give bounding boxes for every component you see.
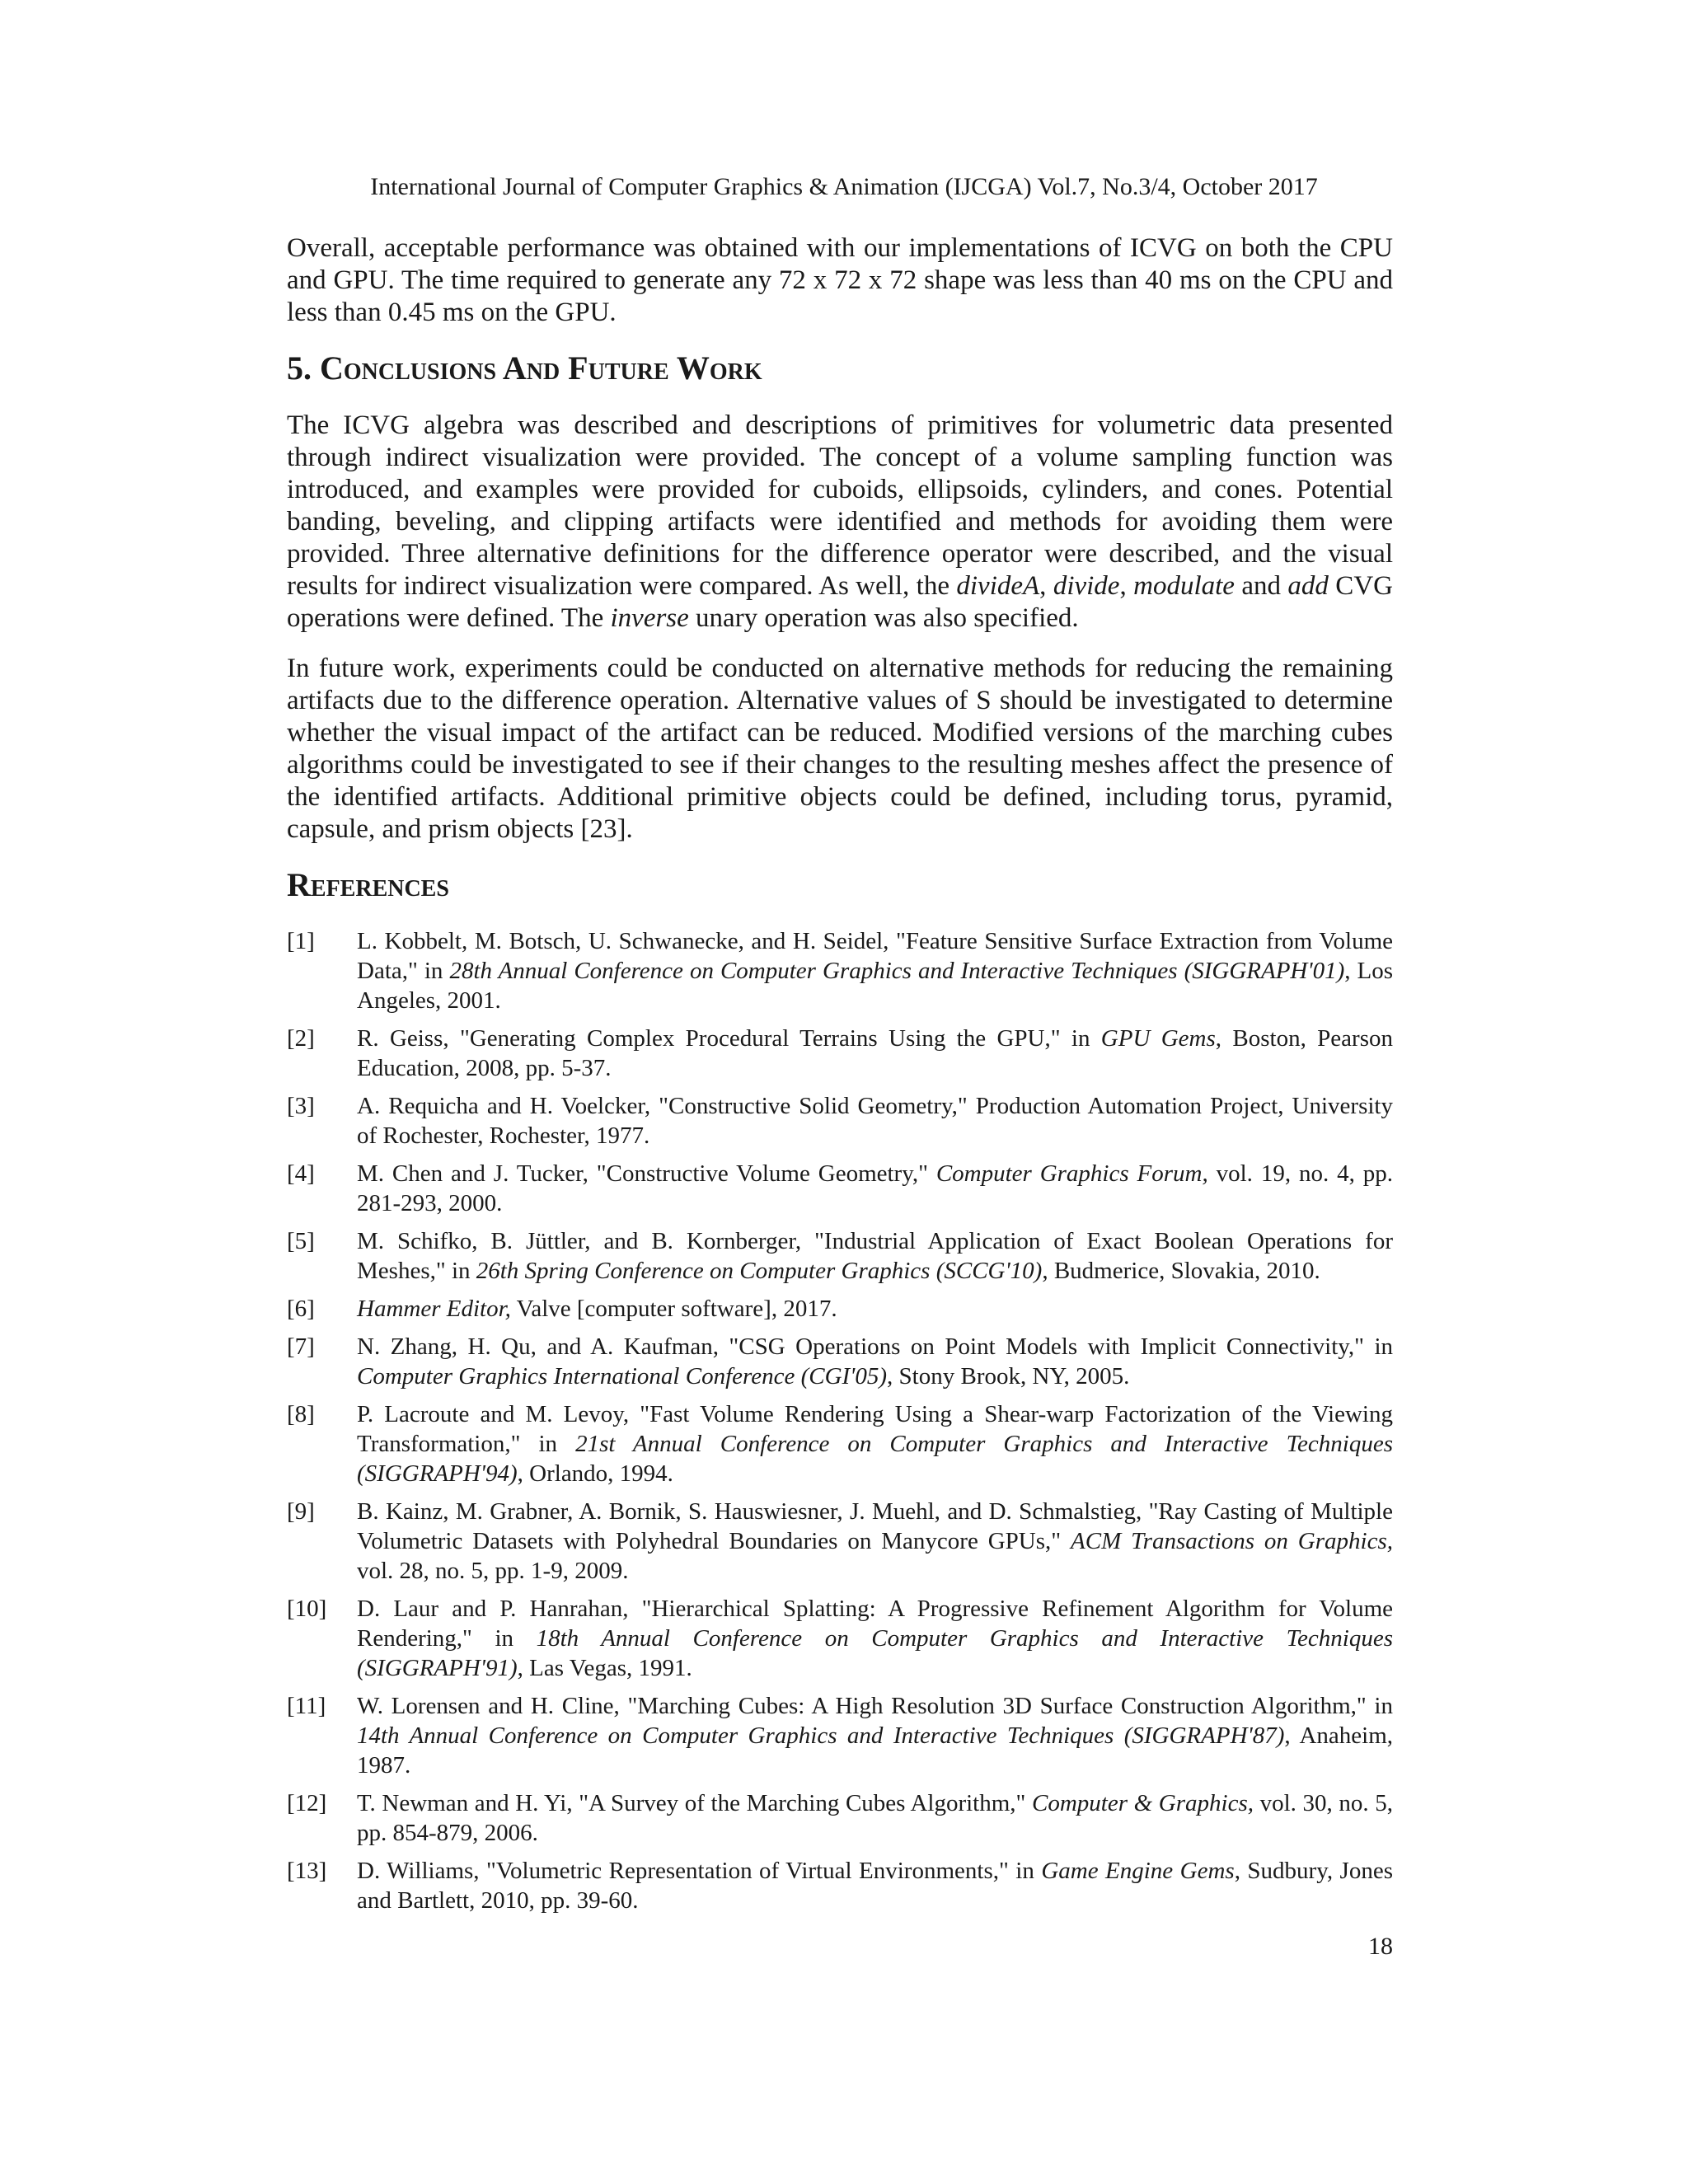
text-run: D. Laur and P. Hanrahan, "Hierarchical Splatting: A Progressive Refinement Algorithm for Volume Rendering," in bbox=[357, 1596, 1393, 1652]
section-heading-references: References bbox=[287, 866, 449, 903]
reference-item bbox=[287, 1091, 1393, 1151]
reference-item bbox=[287, 1159, 1393, 1218]
section-heading-conclusions: 5. Conclusions And Future Work bbox=[287, 349, 762, 387]
term-dividea: divideA bbox=[956, 571, 1040, 601]
venue: Hammer Editor, bbox=[357, 1296, 511, 1322]
reference-item bbox=[287, 1226, 1393, 1286]
reference-number: [3] bbox=[287, 1093, 315, 1119]
text-run: unary operation was also specified. bbox=[688, 603, 1079, 633]
term-modulate: modulate bbox=[1133, 571, 1235, 601]
venue: Computer Graphics Forum, bbox=[935, 1160, 1208, 1187]
text-run: R. Geiss, "Generating Complex Procedural Terrains Using the GPU," in bbox=[357, 1025, 1101, 1052]
reference-item bbox=[287, 1691, 1393, 1780]
reference-text bbox=[357, 1691, 1393, 1780]
venue: 14th Annual Conference on Computer Graphics and Interactive Techniques (SIGGRAPH'87) bbox=[357, 1722, 1285, 1749]
intro-paragraph: Overall, acceptable performance was obtained with our implementations of ICVG on both the CPU and GPU. The time required to generate any 72 x 72 x 72 shape was less than 40 ms on the CPU and less than 0.45 ms on the GPU. bbox=[287, 233, 1393, 327]
text-run: T. Newman and H. Yi, "A Survey of the Marching Cubes Algorithm," bbox=[357, 1790, 1032, 1816]
text-run: vol. 30, no. 5, pp. 854-879, 2006. bbox=[357, 1790, 1393, 1846]
page-content bbox=[287, 232, 1393, 1924]
text-run: , Stony Brook, NY, 2005. bbox=[887, 1363, 1130, 1390]
reference-number: [2] bbox=[287, 1025, 315, 1052]
reference-number: [1] bbox=[287, 928, 315, 954]
reference-number: [4] bbox=[287, 1160, 315, 1187]
text-run: M. Schifko, B. Jüttler, and B. Kornberger, "Industrial Application of Exact Boolean Operations for Meshes," in bbox=[357, 1228, 1393, 1284]
venue: Game Engine Gems bbox=[1041, 1858, 1235, 1884]
text-run: CVG operations were defined. The bbox=[287, 571, 1393, 633]
reference-item bbox=[287, 1024, 1393, 1083]
reference-number: [13] bbox=[287, 1858, 327, 1884]
text-run: vol. 28, no. 5, pp. 1-9, 2009. bbox=[357, 1558, 629, 1584]
reference-text bbox=[357, 1856, 1393, 1915]
reference-text bbox=[357, 1399, 1393, 1488]
text-run: A. Requicha and H. Voelcker, "Constructive Solid Geometry," Production Automation Project, University of Rochester, Rochester, 1977. bbox=[357, 1093, 1393, 1149]
venue: 18th Annual Conference on Computer Graphics and Interactive Techniques (SIGGRAPH'91) bbox=[357, 1625, 1393, 1681]
reference-list bbox=[287, 926, 1393, 1915]
text-run: M. Chen and J. Tucker, "Constructive Volume Geometry," bbox=[357, 1160, 936, 1187]
text-run: N. Zhang, H. Qu, and A. Kaufman, "CSG Operations on Point Models with Implicit Connectivity," in bbox=[357, 1333, 1393, 1360]
reference-item bbox=[287, 1399, 1393, 1488]
text-run: Valve [computer software], 2017. bbox=[510, 1296, 837, 1322]
reference-number: [11] bbox=[287, 1693, 326, 1719]
reference-text bbox=[357, 1159, 1393, 1218]
conclusions-paragraph-2: In future work, experiments could be conducted on alternative methods for reducing the remaining artifacts due to the difference operation. Alternative values of S should be investigated to determine whether the visual impact of the artifact can be reduced. Modified versions of the marching cubes algorithms could be investigated to see if their changes to the resulting meshes affect the presence of the identified artifacts. Additional primitive objects could be defined, including torus, pyramid, capsule, and prism objects [23]. bbox=[287, 654, 1393, 844]
text-run: , bbox=[1119, 571, 1134, 601]
venue: Computer Graphics International Conference (CGI'05) bbox=[357, 1363, 888, 1390]
text-run: The ICVG algebra was described and descriptions of primitives for volumetric data presented through indirect visualization were provided. The concept of a volume sampling function was introduced, and examples were provided for cuboids, ellipsoids, cylinders, and cones. Potential banding, beveling, and clipping artifacts were identified and methods for avoiding them were provided. Three alternative definitions for the difference operator were described, and the visual results for indirect visualization were compared. As well, the bbox=[287, 410, 1393, 601]
reference-number: [10] bbox=[287, 1596, 327, 1622]
venue: 26th Spring Conference on Computer Graphics (SCCG'10) bbox=[476, 1258, 1043, 1284]
reference-number: [7] bbox=[287, 1333, 315, 1360]
text-run: D. Williams, "Volumetric Representation of Virtual Environments," in bbox=[357, 1858, 1042, 1884]
text-run: , Budmerice, Slovakia, 2010. bbox=[1042, 1258, 1320, 1284]
venue: 28th Annual Conference on Computer Graphics and Interactive Techniques (SIGGRAPH'01) bbox=[449, 958, 1345, 984]
venue: 21st Annual Conference on Computer Graphics and Interactive Techniques (SIGGRAPH'94) bbox=[357, 1431, 1393, 1487]
text-run: and bbox=[1234, 571, 1288, 601]
reference-text bbox=[357, 1024, 1393, 1083]
text-run: L. Kobbelt, M. Botsch, U. Schwanecke, and H. Seidel, "Feature Sensitive Surface Extraction from Volume Data," in bbox=[357, 928, 1393, 984]
reference-item bbox=[287, 926, 1393, 1015]
reference-item bbox=[287, 1856, 1393, 1915]
reference-text bbox=[357, 1091, 1393, 1151]
venue: Computer & Graphics, bbox=[1032, 1790, 1254, 1816]
reference-number: [5] bbox=[287, 1228, 315, 1254]
reference-item bbox=[287, 1788, 1393, 1848]
running-header: International Journal of Computer Graphics & Animation (IJCGA) Vol.7, No.3/4, October 2017 bbox=[370, 173, 1318, 200]
reference-text bbox=[357, 1788, 1393, 1848]
venue: GPU Gems bbox=[1100, 1025, 1216, 1052]
term-inverse: inverse bbox=[610, 603, 689, 633]
conclusions-paragraph-1 bbox=[287, 410, 1393, 635]
reference-item bbox=[287, 1594, 1393, 1683]
text-run: , Los Angeles, 2001. bbox=[357, 958, 1394, 1014]
text-run: , Sudbury, Jones and Bartlett, 2010, pp. 39-60. bbox=[357, 1858, 1393, 1914]
reference-text bbox=[357, 926, 1393, 1015]
venue: ACM Transactions on Graphics, bbox=[1071, 1528, 1393, 1554]
reference-item bbox=[287, 1332, 1393, 1391]
reference-text bbox=[357, 1332, 1393, 1391]
reference-text bbox=[357, 1594, 1393, 1683]
term-add: add bbox=[1287, 571, 1329, 601]
term-divide: divide bbox=[1053, 571, 1120, 601]
text-run: P. Lacroute and M. Levoy, "Fast Volume Rendering Using a Shear-warp Factorization of the Viewing Transformation," in bbox=[357, 1401, 1393, 1457]
reference-text bbox=[357, 1226, 1393, 1286]
reference-text bbox=[357, 1294, 1393, 1324]
reference-text bbox=[357, 1497, 1393, 1586]
text-run: , Boston, Pearson Education, 2008, pp. 5-37. bbox=[357, 1025, 1393, 1081]
text-run: , Anaheim, 1987. bbox=[357, 1722, 1394, 1779]
text-run: , Las Vegas, 1991. bbox=[517, 1655, 692, 1681]
reference-number: [12] bbox=[287, 1790, 327, 1816]
text-run: vol. 19, no. 4, pp. 281-293, 2000. bbox=[357, 1160, 1393, 1216]
reference-number: [8] bbox=[287, 1401, 315, 1427]
text-run: B. Kainz, M. Grabner, A. Bornik, S. Hauswiesner, J. Muehl, and D. Schmalstieg, "Ray Casting of Multiple Volumetric Datasets with Polyhedral Boundaries on Manycore GPUs," bbox=[357, 1498, 1393, 1554]
page-number: 18 bbox=[1368, 1933, 1393, 1960]
reference-item bbox=[287, 1497, 1393, 1586]
text-run: , Orlando, 1994. bbox=[517, 1460, 673, 1487]
reference-item bbox=[287, 1294, 1393, 1324]
reference-number: [6] bbox=[287, 1296, 315, 1322]
text-run: W. Lorensen and H. Cline, "Marching Cubes: A High Resolution 3D Surface Construction Algorithm," in bbox=[357, 1693, 1393, 1719]
reference-number: [9] bbox=[287, 1498, 315, 1525]
text-run: , bbox=[1039, 571, 1053, 601]
